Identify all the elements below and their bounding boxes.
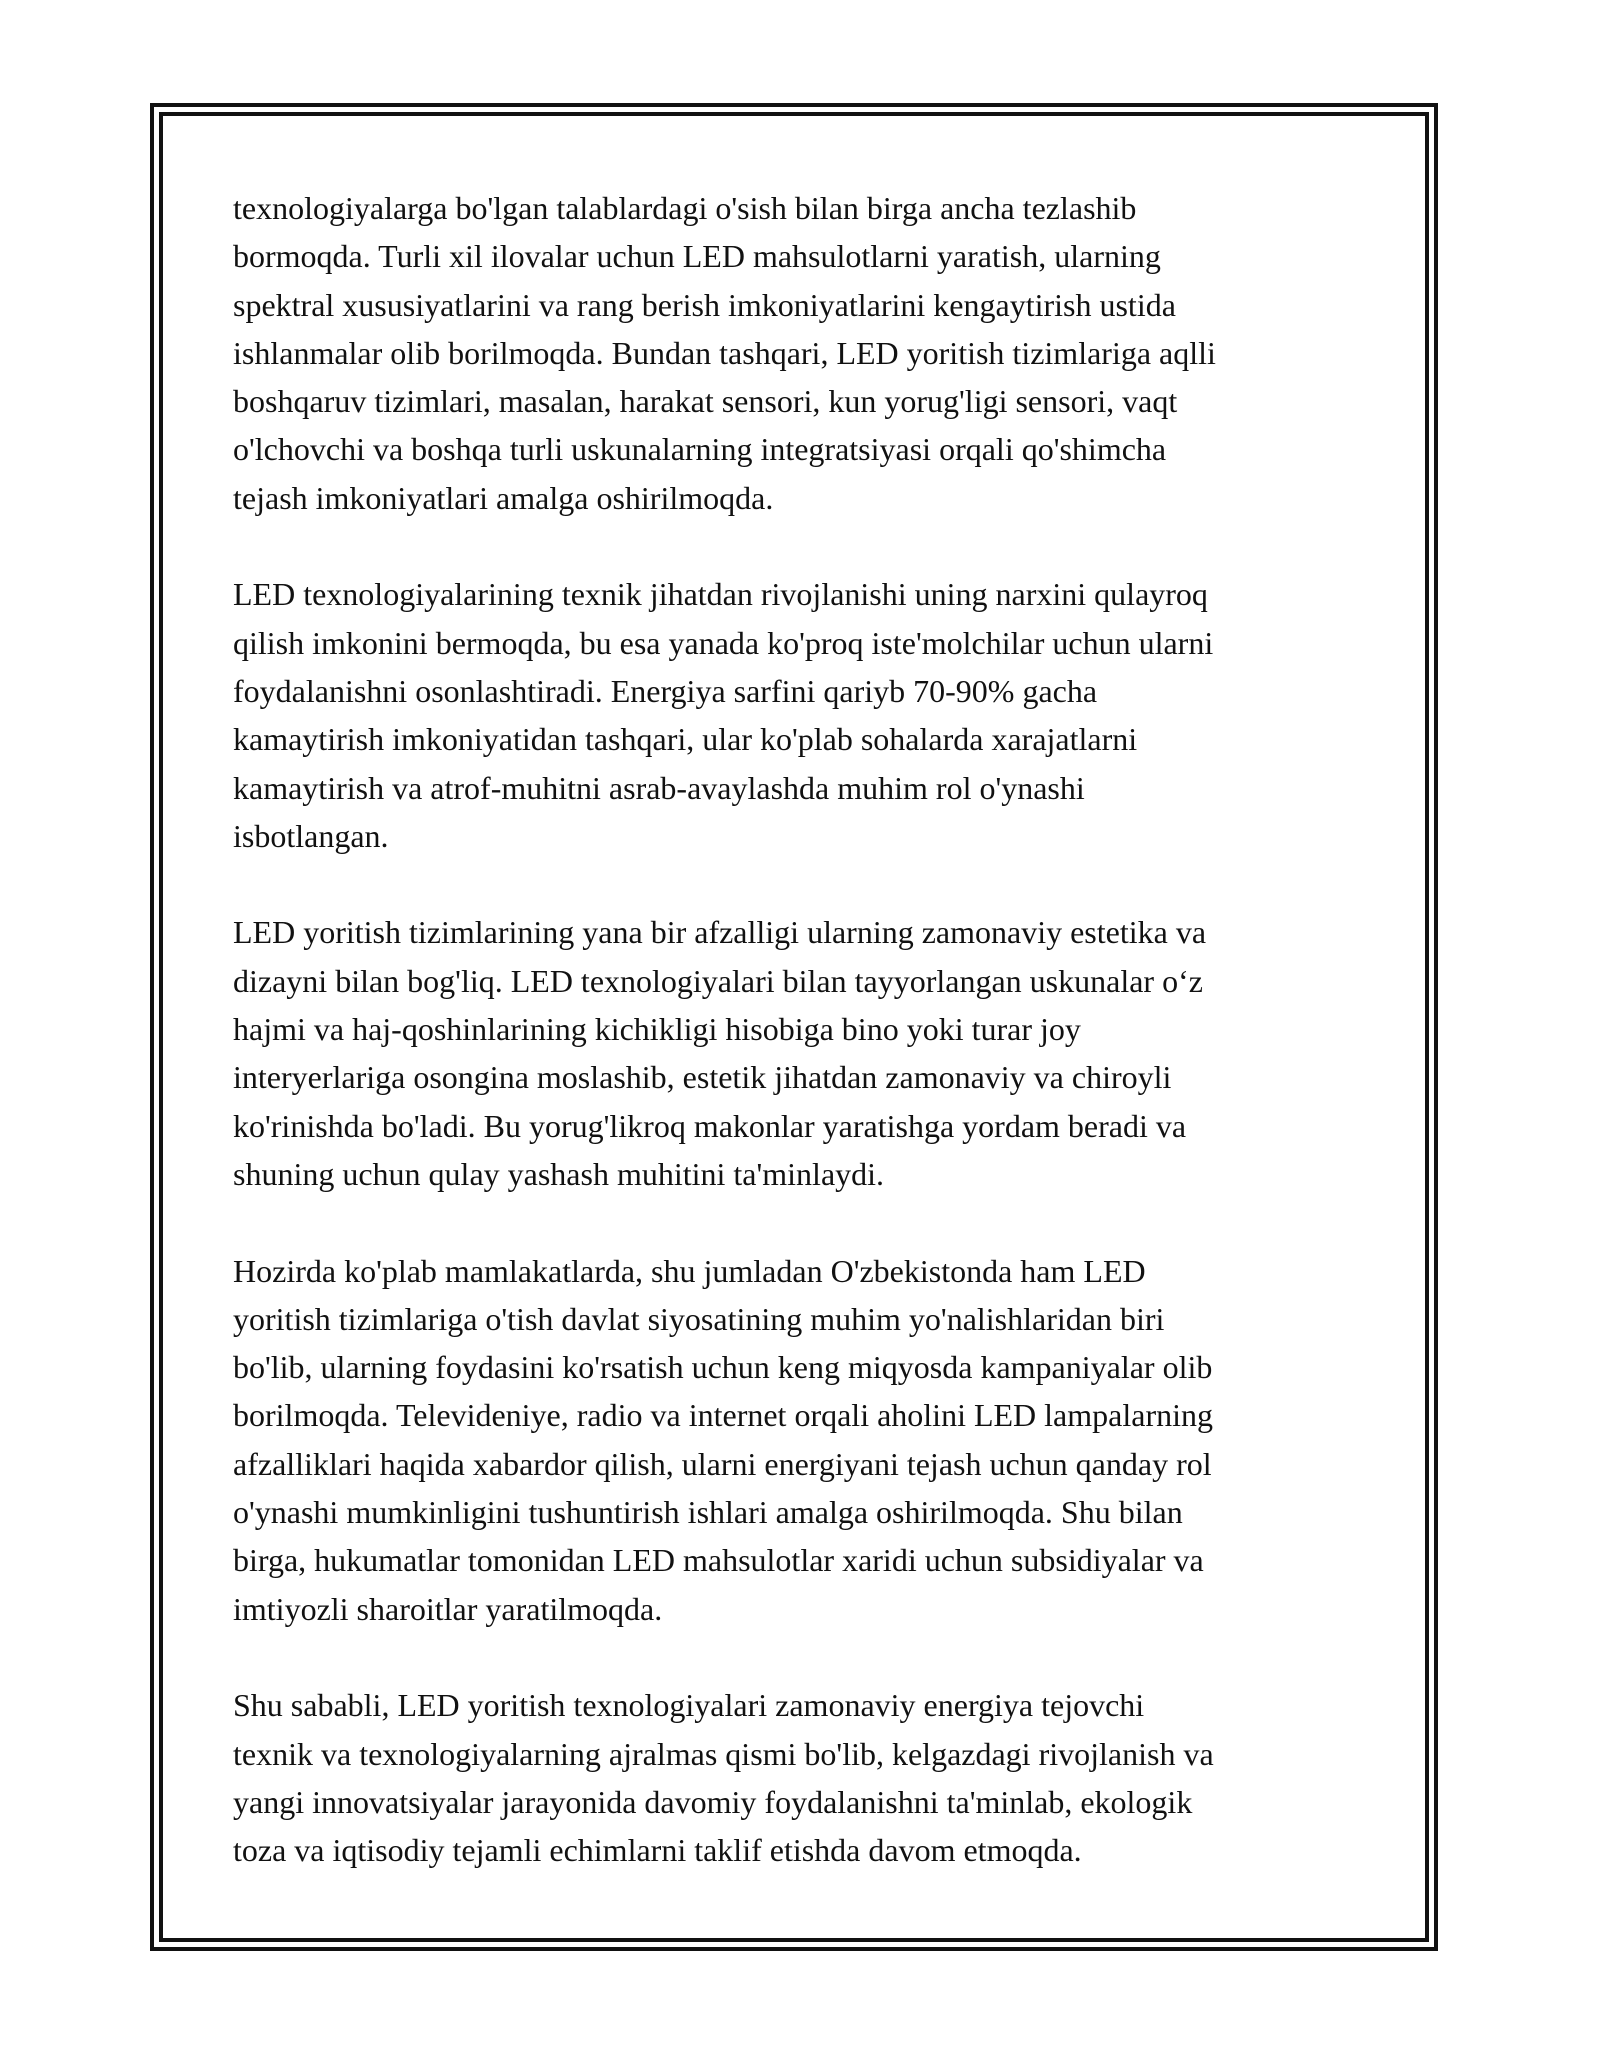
paragraph-line: bormoqda. Turli xil ilovalar uchun LED mahsulotlarni yaratish, ularning [233,238,1161,275]
paragraph-line: yangi innovatsiyalar jarayonida davomiy foydalanishni ta'minlab, ekologik [233,1783,1193,1820]
paragraph-line: o'lchovchi va boshqa turli uskunalarning integratsiyasi orqali qo'shimcha [233,431,1167,468]
paragraph-line: bo'lib, ularning foydasini ko'rsatish uchun keng miqyosda kampaniyalar olib [233,1349,1213,1386]
paragraph-line: Hozirda ko'plab mamlakatlarda, shu jumladan O'zbekistonda ham LED [233,1252,1146,1289]
paragraph-4 [233,1247,1373,1633]
paragraph-line: foydalanishni osonlashtiradi. Energiya sarfini qariyb 70-90% gacha [233,672,1098,709]
document-body [233,184,1373,1923]
paragraph-line: isbotlangan. [233,817,389,854]
paragraph-line: texnologiyalarga bo'lgan talablardagi o'sish bilan birga ancha tezlashib [233,190,1137,226]
paragraph-line: texnik va texnologiyalarning ajralmas qismi bo'lib, kelgazdagi rivojlanish va [233,1735,1214,1772]
paragraph-3 [233,908,1373,1198]
paragraph-line: dizayni bilan bog'liq. LED texnologiyalari bilan tayyorlangan uskunalar o‘z [233,962,1203,999]
paragraph-line: LED yoritish tizimlarining yana bir afzalligi ularning zamonaviy estetika va [233,914,1207,951]
paragraph-5 [233,1681,1373,1874]
paragraph-line: hajmi va haj-qoshinlarining kichikligi hisobiga bino yoki turar joy [233,1011,1081,1048]
paragraph-1 [233,184,1373,522]
paragraph-line: toza va iqtisodiy tejamli echimlarni taklif etishda davom etmoqda. [233,1832,1082,1869]
paragraph-line: kamaytirish va atrof-muhitni asrab-avaylashda muhim rol o'ynashi [233,769,1085,806]
paragraph-line: kamaytirish imkoniyatidan tashqari, ular ko'plab sohalarda xarajatlarni [233,721,1138,758]
paragraph-line: shuning uchun qulay yashash muhitini ta'minlaydi. [233,1155,885,1192]
paragraph-line: spektral xususiyatlarini va rang berish imkoniyatlarini kengaytirish ustida [233,286,1176,323]
paragraph-line: birga, hukumatlar tomonidan LED mahsulotlar xaridi uchun subsidiyalar va [233,1542,1204,1579]
paragraph-line: yoritish tizimlariga o'tish davlat siyosatining muhim yo'nalishlaridan biri [233,1300,1165,1337]
paragraph-2 [233,570,1373,860]
paragraph-line: qilish imkonini bermoqda, bu esa yanada ko'proq iste'molchilar uchun ularni [233,624,1214,661]
paragraph-line: o'ynashi mumkinligini tushuntirish ishlari amalga oshirilmoqda. Shu bilan [233,1494,1183,1531]
paragraph-line: ishlanmalar olib borilmoqda. Bundan tashqari, LED yoritish tizimlariga aqlli [233,334,1216,371]
paragraph-line: LED texnologiyalarining texnik jihatdan rivojlanishi uning narxini qulayroq [233,576,1208,613]
paragraph-line: imtiyozli sharoitlar yaratilmoqda. [233,1590,663,1627]
paragraph-line: borilmoqda. Televideniye, radio va internet orqali aholini LED lampalarning [233,1397,1213,1434]
paragraph-line: ko'rinishda bo'ladi. Bu yorug'likroq makonlar yaratishga yordam beradi va [233,1107,1187,1144]
paragraph-line: interyerlariga osongina moslashib, estetik jihatdan zamonaviy va chiroyli [233,1059,1172,1096]
paragraph-line: tejash imkoniyatlari amalga oshirilmoqda. [233,479,774,516]
paragraph-line: boshqaruv tizimlari, masalan, harakat sensori, kun yorug'ligi sensori, vaqt [233,383,1178,420]
paragraph-line: afzalliklari haqida xabardor qilish, ularni energiyani tejash uchun qanday rol [233,1445,1212,1482]
paragraph-line: Shu sababli, LED yoritish texnologiyalari zamonaviy energiya tejovchi [233,1687,1145,1724]
